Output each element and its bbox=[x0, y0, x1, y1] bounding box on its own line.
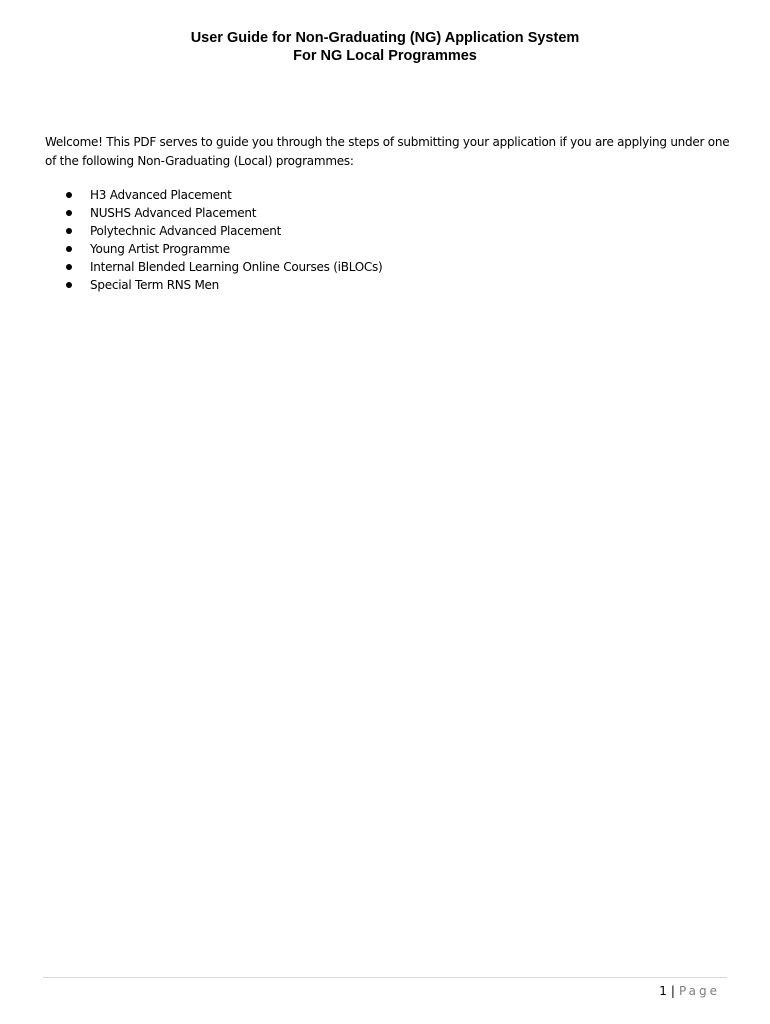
bullet-icon bbox=[66, 282, 72, 288]
page-number: 1 bbox=[659, 984, 667, 998]
bullet-icon bbox=[66, 246, 72, 252]
footer-divider bbox=[43, 977, 727, 978]
page-label: Page bbox=[678, 984, 720, 998]
programme-label: NUSHS Advanced Placement bbox=[90, 206, 257, 220]
bullet-icon bbox=[66, 192, 72, 198]
intro-paragraph: Welcome! This PDF serves to guide you through the steps of submitting your application if you are applying under one of the following Non-Graduating (Local) programmes: bbox=[45, 135, 730, 168]
page-footer bbox=[659, 982, 720, 1000]
bullet-icon bbox=[66, 228, 72, 234]
footer-separator: | bbox=[670, 984, 675, 998]
list-item bbox=[65, 204, 382, 222]
programme-list bbox=[65, 186, 382, 294]
list-item bbox=[65, 258, 382, 276]
list-item bbox=[65, 240, 382, 258]
programme-label: Internal Blended Learning Online Courses (iBLOCs) bbox=[90, 260, 383, 274]
title-line-1: User Guide for Non-Graduating (NG) Application System bbox=[190, 30, 580, 46]
programme-label: Young Artist Programme bbox=[90, 242, 230, 256]
programme-label: H3 Advanced Placement bbox=[90, 188, 232, 202]
list-item bbox=[65, 276, 382, 294]
document-title bbox=[0, 29, 770, 65]
title-line-2: For NG Local Programmes bbox=[293, 48, 477, 64]
programme-label: Special Term RNS Men bbox=[90, 278, 220, 292]
bullet-icon bbox=[66, 264, 72, 270]
list-item bbox=[65, 186, 382, 204]
bullet-icon bbox=[66, 210, 72, 216]
list-item bbox=[65, 222, 382, 240]
programme-label: Polytechnic Advanced Placement bbox=[90, 224, 282, 238]
